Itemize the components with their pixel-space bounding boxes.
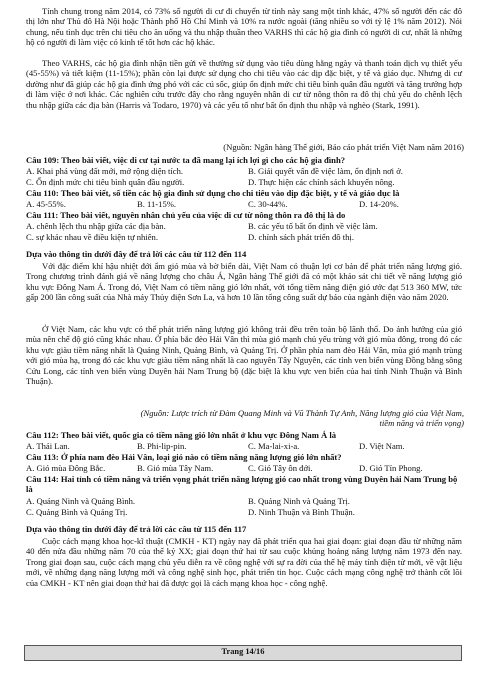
- question-113: [26, 452, 466, 462]
- page-number: Trang 14/16: [221, 647, 265, 656]
- question-112-stem: Câu 112: Theo bài viết, quốc gia có tiềm năng gió lớn nhất ở khu vực Đông Nam Á là: [26, 430, 337, 440]
- q114-option-a[interactable]: A. Quảng Ninh và Quảng Bình.: [26, 496, 136, 506]
- q114-option-d[interactable]: D. Ninh Thuận và Bình Thuận.: [248, 507, 355, 517]
- q114-option-b[interactable]: B. Quảng Ninh và Quảng Trị.: [248, 496, 350, 506]
- q113-option-b[interactable]: B. Gió mùa Tây Nam.: [137, 463, 214, 473]
- section3-paragraph1: Cuộc cách mạng khoa học-kĩ thuật (CMKH - KT) ngày nay đã phát triển qua hai giai đoạn: giai đoạn đầu từ những năm 40 đến nửa đầu những năm 70 của thế kỷ XX; giai đoạn thứ hai từ sau cuộc khủng hoảng năng lượng năm 1973 đến nay. Trong giai đoạn sau, cuộc cách mạng chủ yếu diễn ra về công nghệ với sự ra đời của thế hệ máy tính điện tử mới, về vật liệu mới, về những dạng năng lượng mới và công nghệ sinh học, phát triển tin học. Cuộc cách mạng công nghệ trở thành cốt lõi của CMKH - KT nên giai đoạn thứ hai đã được gọi là cách mạng khoa học - công nghệ.: [26, 536, 462, 588]
- section2-source-line1: (Nguồn: Lược trích từ Đàm Quang Minh và Vũ Thành Tự Anh, Năng lượng gió của Việt Nam,: [140, 408, 464, 418]
- question-110: [26, 188, 466, 198]
- q109-option-c[interactable]: C. Ổn định mức chi tiêu bình quân đầu người.: [26, 177, 185, 187]
- q110-option-a[interactable]: A. 45-55%.: [26, 199, 66, 209]
- q110-option-d[interactable]: D. 14-20%.: [359, 199, 399, 209]
- q110-option-c[interactable]: C. 30-44%.: [248, 199, 288, 209]
- page-footer: [24, 645, 462, 661]
- q112-option-a[interactable]: A. Thái Lan.: [26, 441, 70, 451]
- passage1-source: (Nguồn: Ngân hàng Thế giới, Báo cáo phát triển Việt Nam năm 2016): [223, 142, 464, 152]
- q111-option-c[interactable]: C. sự khác nhau về điều kiện tự nhiên.: [26, 232, 158, 242]
- passage1-paragraph1: Tính chung trong năm 2014, có 73% số người di cư đi chuyển từ tỉnh này sang một tỉnh khác, 47% số người đến các đô thị lớn như Thủ đô Hà Nội hoặc Thành phố Hồ Chí Minh và 10% ra nước ngoài (tăng nhiều so với tỷ lệ 1% năm 2012). Nói chung, nếu tình dục trên chi tiêu cho ăn uống và thu nhập thuần theo VARHS thì các hộ gia đình có người di cư, nhất là những hộ có người đi làm việc có kinh tế tốt hơn các hộ khác.: [26, 6, 462, 48]
- q113-option-a[interactable]: A. Gió mùa Đông Bắc.: [26, 463, 106, 473]
- q111-option-a[interactable]: A. chênh lệch thu nhập giữa các địa bàn.: [26, 221, 166, 231]
- question-113-stem: Câu 113: Ở phía nam đèo Hải Vân, loại gió nào có tiềm năng năng lượng gió lớn nhất?: [26, 452, 342, 462]
- q109-option-b[interactable]: B. Giải quyết vấn đề việc làm, ổn định nơi ở.: [248, 166, 403, 176]
- section2-source-line2: tiềm năng và triển vọng): [379, 418, 464, 428]
- question-114: [26, 474, 466, 495]
- q113-option-d[interactable]: D. Gió Tín Phong.: [359, 463, 423, 473]
- section2-heading: Dựa vào thông tin dưới đây để trả lời các câu từ 112 đến 114: [26, 249, 247, 259]
- question-114-stem: Câu 114: Hai tỉnh có tiềm năng và triển vọng phát triển năng lượng gió cao nhất trong vùng Duyên hải Nam Trung bộ là: [26, 474, 458, 495]
- q111-option-d[interactable]: D. chính sách phát triển đô thị.: [248, 232, 354, 242]
- question-110-stem: Câu 110: Theo bài viết, số tiền các hộ gia đình sử dụng cho chi tiêu vào dịp đặc biệt, y tế và giáo dục là: [26, 188, 400, 198]
- q110-option-b[interactable]: B. 11-15%.: [137, 199, 177, 209]
- section2-paragraph1: Với đặc điểm khí hậu nhiệt đới ẩm gió mùa và bờ biển dài, Việt Nam có thuận lợi cơ bản để phát triển năng lượng gió. Trong chương trình đánh giá về năng lượng cho châu Á, Ngân hàng Thế giới đã có một khảo sát chi tiết về năng lượng gió khu vực Đông Nam Á. Trong đó, Việt Nam có tiềm năng gió lớn nhất, với tổng tiềm năng điện gió ước đạt 513 360 MW, tức gấp 200 lần công suất của Nhà máy Thủy điện Sơn La, và hơn 10 lần tổng công suất dự báo của ngành điện vào năm 2020.: [26, 261, 462, 303]
- question-109-stem: Câu 109: Theo bài viết, việc di cư tại nước ta đã mang lại ích lợi gì cho các hộ gia đình?: [26, 155, 346, 165]
- question-109: [26, 155, 466, 165]
- q109-option-a[interactable]: A. Khai phá vùng đất mới, mở rộng diện tích.: [26, 166, 184, 176]
- q113-option-c[interactable]: C. Gió Tây ôn đới.: [248, 463, 313, 473]
- question-112: [26, 430, 466, 440]
- section3-heading: Dựa vào thông tin dưới đây để trả lời các câu từ 115 đến 117: [26, 524, 247, 534]
- q112-option-d[interactable]: D. Việt Nam.: [359, 441, 405, 451]
- question-111-stem: Câu 111: Theo bài viết, nguyên nhân chủ yếu của việc di cư từ nông thôn ra đô thị là do: [26, 210, 346, 220]
- section2-paragraph2: Ở Việt Nam, các khu vực có thể phát triển năng lượng gió không trải đều trên toàn bộ lãnh thổ. Do ảnh hưởng của gió mùa nên chế độ gió cũng khác nhau. Ở phía bắc đèo Hải Vân thì mùa gió mạnh chủ yếu trùng với gió mùa đông, trong đó các khu vực giàu tiềm năng nhất là Quảng Ninh, Quảng Bình, và Quảng Trị. Ở phần phía nam đèo Hải Vân, mùa gió mạnh trùng với gió mùa hạ, trong đó các khu vực giàu tiềm năng nhất là cao nguyên Tây Nguyên, các tỉnh ven biển vùng Đồng bằng sông Cửu Long, các tỉnh ven biển vùng Duyên hải Nam Trung bộ (đặc biệt là khu vực ven biển của hai tỉnh Ninh Thuận và Bình Thuận).: [26, 324, 462, 387]
- q111-option-b[interactable]: B. các yếu tố bất ổn định về việc làm.: [248, 221, 378, 231]
- q112-option-c[interactable]: C. Ma-lai-xi-a.: [248, 441, 300, 451]
- question-111: [26, 210, 466, 220]
- q112-option-b[interactable]: B. Phi-lip-pin.: [137, 441, 187, 451]
- passage1-paragraph2: Theo VARHS, các hộ gia đình nhận tiền gửi về thường sử dụng vào tiêu dùng hằng ngày và thanh toán dịch vụ thiết yếu (45-55%) và tiết kiệm (11-15%); phần còn lại được sử dụng cho chi tiêu vào các dịp đặc biệt, y tế và giáo dục. Nhưng di cư dường như đã giúp các hộ gia đình ứng phó với các cú sốc, giúp ổn định mức chi tiêu bình quân đầu người và tăng trưởng hợp đi làm việc ở nơi khác. Các nghiên cứu trước đây cho rằng nguyên nhân di cư từ nông thôn ra đô thị chủ yếu do chênh lệch thu nhập giữa các địa bàn (Harris và Todaro, 1970) và các yếu tố như bất ổn định thu nhập và nghèo (Stark, 1991).: [26, 58, 462, 110]
- q109-option-d[interactable]: D. Thực hiện các chính sách khuyến nông.: [248, 177, 395, 187]
- q114-option-c[interactable]: C. Quảng Bình và Quảng Trị.: [26, 507, 128, 517]
